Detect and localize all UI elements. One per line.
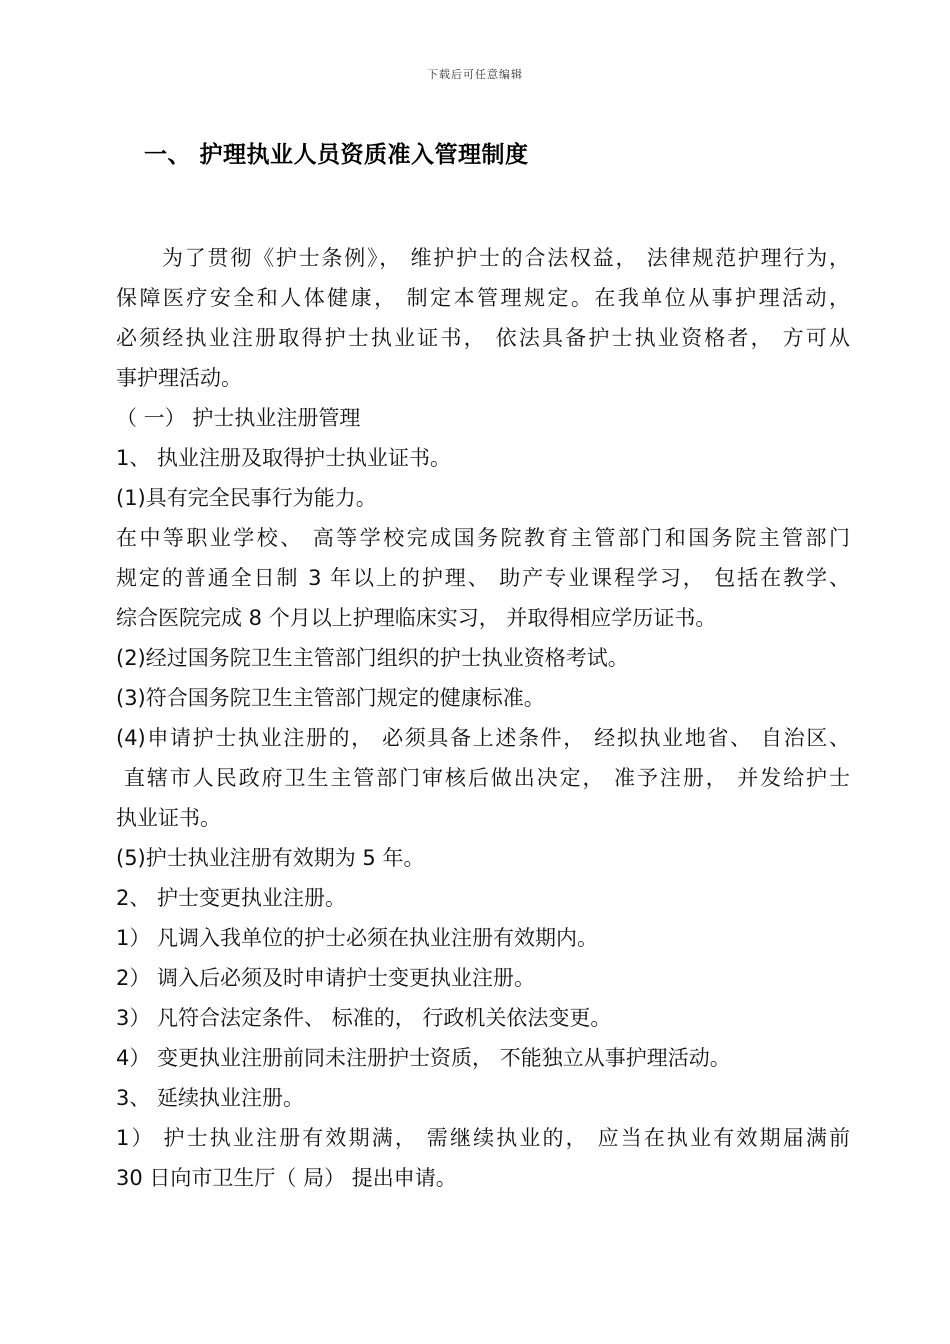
list-item: 2） 调入后必须及时申请护士变更执业注册。 [116, 966, 536, 990]
paragraph-line: 执业证书。 [116, 806, 221, 830]
section-heading: （ 一） 护士执业注册管理 [116, 406, 361, 430]
list-item: (2)经过国务院卫生主管部门组织的护士执业资格考试。 [116, 646, 629, 670]
paragraph-line: 必须经执业注册取得护士执业证书， 依法具备护士执业资格者， 方可从 [116, 326, 850, 350]
list-item: 1） 凡调入我单位的护士必须在执业注册有效期内。 [116, 926, 599, 950]
paragraph-line: 直辖市人民政府卫生主管部门审核后做出决定， 准予注册， 并发给护士 [124, 766, 850, 790]
page-title: 一、 护理执业人员资质准入管理制度 [144, 142, 529, 168]
header-note: 下载后可任意编辑 [427, 68, 523, 81]
paragraph-line: 在中等职业学校、 高等学校完成国务院教育主管部门和国务院主管部门 [116, 526, 850, 550]
subsection-heading: 2、 护士变更执业注册。 [116, 886, 347, 910]
list-item: 1） 护士执业注册有效期满， 需继续执业的， 应当在执业有效期届满前 [116, 1126, 850, 1150]
list-item: 4） 变更执业注册前同未注册护士资质， 不能独立从事护理活动。 [116, 1046, 731, 1070]
paragraph-line: 为了贯彻《护士条例》， 维护护士的合法权益， 法律规范护理行为， [162, 246, 850, 270]
paragraph-line: 规定的普通全日制 3 年以上的护理、 助产专业课程学习， 包括在教学、 [116, 566, 850, 590]
list-item: (3)符合国务院卫生主管部门规定的健康标准。 [116, 686, 545, 710]
paragraph-line: 保障医疗安全和人体健康， 制定本管理规定。在我单位从事护理活动， [116, 286, 850, 310]
document-body [116, 238, 850, 1198]
paragraph-line: 事护理活动。 [116, 366, 242, 390]
paragraph-line: 30 日向市卫生厅（ 局） 提出申请。 [116, 1166, 457, 1190]
list-item: (5)护士执业注册有效期为 5 年。 [116, 846, 425, 870]
subsection-heading: 1、 执业注册及取得护士执业证书。 [116, 446, 452, 470]
list-item: (4)申请护士执业注册的， 必须具备上述条件， 经拟执业地省、 自治区、 [116, 726, 850, 750]
paragraph-line: 综合医院完成 8 个月以上护理临床实习， 并取得相应学历证书。 [116, 606, 717, 630]
list-item: 3） 凡符合法定条件、 标准的， 行政机关依法变更。 [116, 1006, 612, 1030]
list-item: (1)具有完全民事行为能力。 [116, 486, 377, 510]
subsection-heading: 3、 延续执业注册。 [116, 1086, 305, 1110]
